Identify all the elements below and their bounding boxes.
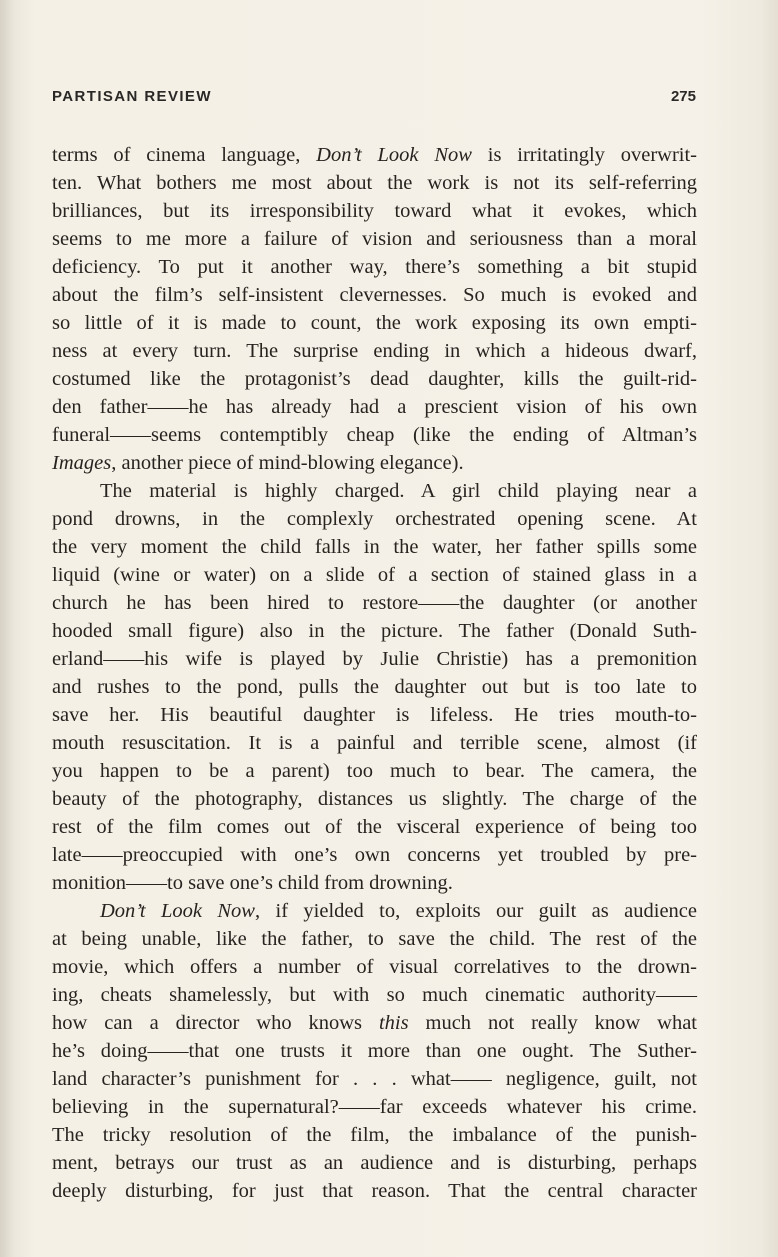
text-run: liquid (wine or water) on a slide of a section of stained glass in a <box>52 564 697 586</box>
text-run: hooded small figure) also in the picture. The father (Donald Suth- <box>52 620 697 642</box>
line-content <box>52 281 697 309</box>
running-title: PARTISAN REVIEW <box>52 88 212 105</box>
text-run: , another piece of mind-blowing elegance). <box>111 452 464 474</box>
line-content <box>52 1177 697 1205</box>
line-content <box>52 1037 697 1065</box>
line-content <box>52 729 697 757</box>
text-run: terms of cinema language, <box>52 144 317 166</box>
text-line <box>52 337 697 365</box>
text-line <box>52 757 697 785</box>
text-line <box>52 925 697 953</box>
paragraph <box>52 897 697 1205</box>
text-line <box>52 561 697 589</box>
italic-text: Don’t Look Now <box>100 900 255 922</box>
text-line <box>52 281 697 309</box>
line-content <box>52 869 697 897</box>
text-line <box>52 897 697 925</box>
line-content <box>52 309 697 337</box>
line-content <box>52 1009 697 1037</box>
text-run: ness at every turn. The surprise ending in which a hideous dwarf, <box>52 340 697 362</box>
text-run: monition——to save one’s child from drowning. <box>52 872 453 894</box>
text-line <box>52 1065 697 1093</box>
italic-text: this <box>378 1012 409 1034</box>
text-line <box>52 1177 697 1205</box>
line-content <box>52 169 697 197</box>
italic-text: Don’t Look Now <box>316 144 472 166</box>
text-line <box>52 1093 697 1121</box>
line-content <box>52 1093 697 1121</box>
text-line <box>52 533 697 561</box>
paragraph <box>52 477 697 897</box>
line-content <box>100 897 697 925</box>
text-run: erland——his wife is played by Julie Christie) has a premonition <box>52 648 697 670</box>
text-run: The tricky resolution of the film, the imbalance of the punish- <box>52 1124 697 1146</box>
text-line <box>52 701 697 729</box>
text-line <box>52 841 697 869</box>
line-content <box>52 449 697 477</box>
italic-text: Images <box>52 452 112 474</box>
line-content <box>52 1149 697 1177</box>
paragraph <box>52 141 697 477</box>
text-line <box>52 309 697 337</box>
line-content <box>52 225 697 253</box>
text-run: beauty of the photography, distances us slightly. The charge of the <box>52 788 697 810</box>
line-content <box>52 813 697 841</box>
line-content <box>52 1065 697 1093</box>
text-line <box>52 589 697 617</box>
text-run: land character’s punishment for . . . what—— negligence, guilt, not <box>52 1068 697 1090</box>
line-content <box>52 841 697 869</box>
line-content <box>52 505 697 533</box>
text-line <box>52 1149 697 1177</box>
text-line <box>52 729 697 757</box>
text-line <box>52 869 697 897</box>
text-run: ing, cheats shamelessly, but with so much cinematic authority—— <box>52 984 697 1006</box>
line-content <box>52 925 697 953</box>
line-content <box>52 533 697 561</box>
text-run: brilliances, but its irresponsibility toward what it evokes, which <box>52 200 697 222</box>
line-content <box>52 561 697 589</box>
text-line <box>52 673 697 701</box>
text-line <box>52 813 697 841</box>
text-line <box>52 225 697 253</box>
running-header <box>52 86 696 110</box>
line-content <box>52 981 697 1009</box>
text-run: den father——he has already had a prescient vision of his own <box>52 396 697 418</box>
text-line <box>52 393 697 421</box>
text-run: ment, betrays our trust as an audience and is disturbing, perhaps <box>52 1152 697 1174</box>
text-run: deficiency. To put it another way, there’s something a bit stupid <box>52 256 697 278</box>
text-run: much not really know what <box>408 1012 697 1034</box>
text-run: he’s doing——that one trusts it more than one ought. The Suther- <box>52 1040 697 1062</box>
line-content <box>52 337 697 365</box>
text-line <box>52 1037 697 1065</box>
text-line <box>52 981 697 1009</box>
line-content <box>52 141 697 169</box>
line-content <box>52 953 697 981</box>
text-line <box>52 197 697 225</box>
line-content <box>52 421 697 449</box>
line-content <box>52 645 697 673</box>
line-content <box>52 197 697 225</box>
line-content <box>52 589 697 617</box>
text-line <box>52 253 697 281</box>
line-content <box>52 393 697 421</box>
text-run: funeral——seems contemptibly cheap (like the ending of Altman’s <box>52 424 697 446</box>
text-run: costumed like the protagonist’s dead daughter, kills the guilt-rid- <box>52 368 697 390</box>
page-number: 275 <box>670 88 696 105</box>
text-line <box>52 421 697 449</box>
text-run: rest of the film comes out of the visceral experience of being too <box>52 816 697 838</box>
text-run: movie, which offers a number of visual correlatives to the drown- <box>52 956 697 978</box>
line-content <box>52 673 697 701</box>
line-content <box>52 253 697 281</box>
text-line <box>52 785 697 813</box>
text-run: pond drowns, in the complexly orchestrated opening scene. At <box>52 508 697 530</box>
line-content <box>52 1121 697 1149</box>
text-run: ten. What bothers me most about the work is not its self-referring <box>52 172 697 194</box>
line-content <box>52 701 697 729</box>
text-run: so little of it is made to count, the work exposing its own empti- <box>52 312 697 334</box>
text-run: save her. His beautiful daughter is lifeless. He tries mouth-to- <box>52 704 697 726</box>
text-run: deeply disturbing, for just that reason. That the central character <box>52 1180 697 1202</box>
text-run: at being unable, like the father, to save the child. The rest of the <box>52 928 697 950</box>
text-run: about the film’s self-insistent clevernesses. So much is evoked and <box>52 284 697 306</box>
text-line <box>52 477 697 505</box>
body-text <box>52 141 697 1205</box>
text-run: church he has been hired to restore——the daughter (or another <box>52 592 697 614</box>
text-line <box>52 617 697 645</box>
text-run: the very moment the child falls in the water, her father spills some <box>52 536 697 558</box>
text-line <box>52 953 697 981</box>
text-line <box>52 1009 697 1037</box>
text-run: mouth resuscitation. It is a painful and terrible scene, almost (if <box>52 732 697 754</box>
line-content <box>52 757 697 785</box>
text-run: seems to me more a failure of vision and seriousness than a moral <box>52 228 697 250</box>
text-line <box>52 365 697 393</box>
text-run: , if yielded to, exploits our guilt as audience <box>254 900 697 922</box>
text-line <box>52 1121 697 1149</box>
text-line <box>52 141 697 169</box>
text-run: and rushes to the pond, pulls the daughter out but is too late to <box>52 676 697 698</box>
line-content <box>52 617 697 645</box>
text-run: you happen to be a parent) too much to bear. The camera, the <box>52 760 697 782</box>
text-run: late——preoccupied with one’s own concerns yet troubled by pre- <box>52 844 697 866</box>
text-line <box>52 169 697 197</box>
text-run: The material is highly charged. A girl child playing near a <box>100 480 697 502</box>
line-content <box>52 365 697 393</box>
text-run: how can a director who knows <box>52 1012 379 1034</box>
line-content <box>100 477 697 505</box>
text-run: believing in the supernatural?——far exceeds whatever his crime. <box>52 1096 697 1118</box>
text-line <box>52 505 697 533</box>
text-line <box>52 645 697 673</box>
text-run: is irritatingly overwrit- <box>471 144 698 166</box>
line-content <box>52 785 697 813</box>
text-line <box>52 449 697 477</box>
